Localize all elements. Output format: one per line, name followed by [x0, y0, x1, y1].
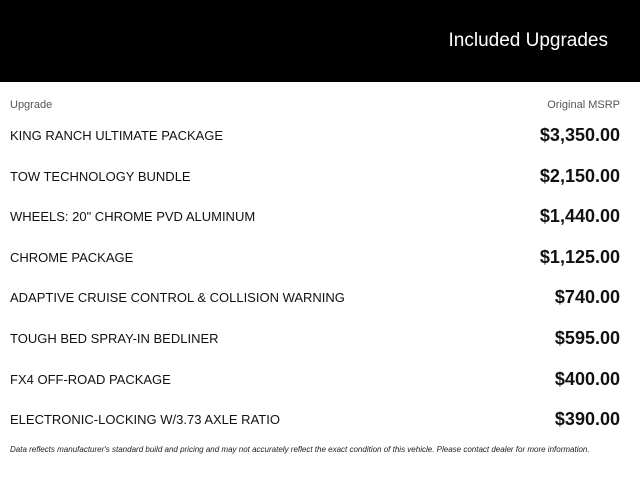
upgrade-row	[10, 115, 620, 156]
upgrade-row	[10, 237, 620, 278]
page-title: Included Upgrades	[448, 30, 608, 51]
upgrade-name: FX4 OFF-ROAD PACKAGE	[10, 371, 171, 387]
upgrade-row	[10, 359, 620, 400]
msrp-column-header: Original MSRP	[547, 99, 620, 111]
upgrade-row	[10, 277, 620, 318]
upgrade-price: $2,150.00	[539, 165, 620, 186]
upgrade-name: CHROME PACKAGE	[10, 249, 134, 265]
header-banner	[0, 0, 640, 82]
upgrade-name: TOW TECHNOLOGY BUNDLE	[10, 168, 191, 184]
upgrade-price: $595.00	[554, 327, 620, 348]
disclaimer-text: Data reflects manufacturer's standard build and pricing and may not accurately reflect the exact condition of this vehicle. Please contact dealer for more information.	[10, 445, 590, 454]
upgrade-row	[10, 156, 620, 197]
upgrade-name: KING RANCH ULTIMATE PACKAGE	[10, 128, 224, 143]
upgrade-price: $3,350.00	[539, 125, 620, 145]
upgrade-name: ELECTRONIC-LOCKING W/3.73 AXLE RATIO	[10, 412, 280, 428]
upgrade-name: ADAPTIVE CRUISE CONTROL & COLLISION WARNING	[10, 290, 345, 306]
upgrade-price: $740.00	[554, 287, 620, 308]
upgrade-price: $1,440.00	[539, 206, 620, 227]
upgrade-row	[10, 318, 620, 359]
upgrade-price: $1,125.00	[539, 246, 620, 267]
upgrade-row	[10, 196, 620, 237]
upgrade-column-header: Upgrade	[10, 99, 53, 111]
upgrade-name: TOUGH BED SPRAY-IN BEDLINER	[10, 330, 219, 346]
column-headers	[10, 99, 620, 113]
upgrade-name: WHEELS: 20" CHROME PVD ALUMINUM	[10, 209, 256, 225]
upgrades-list	[10, 115, 620, 440]
upgrade-row	[10, 399, 620, 440]
upgrade-price: $390.00	[554, 409, 620, 430]
upgrade-price: $400.00	[554, 368, 620, 389]
